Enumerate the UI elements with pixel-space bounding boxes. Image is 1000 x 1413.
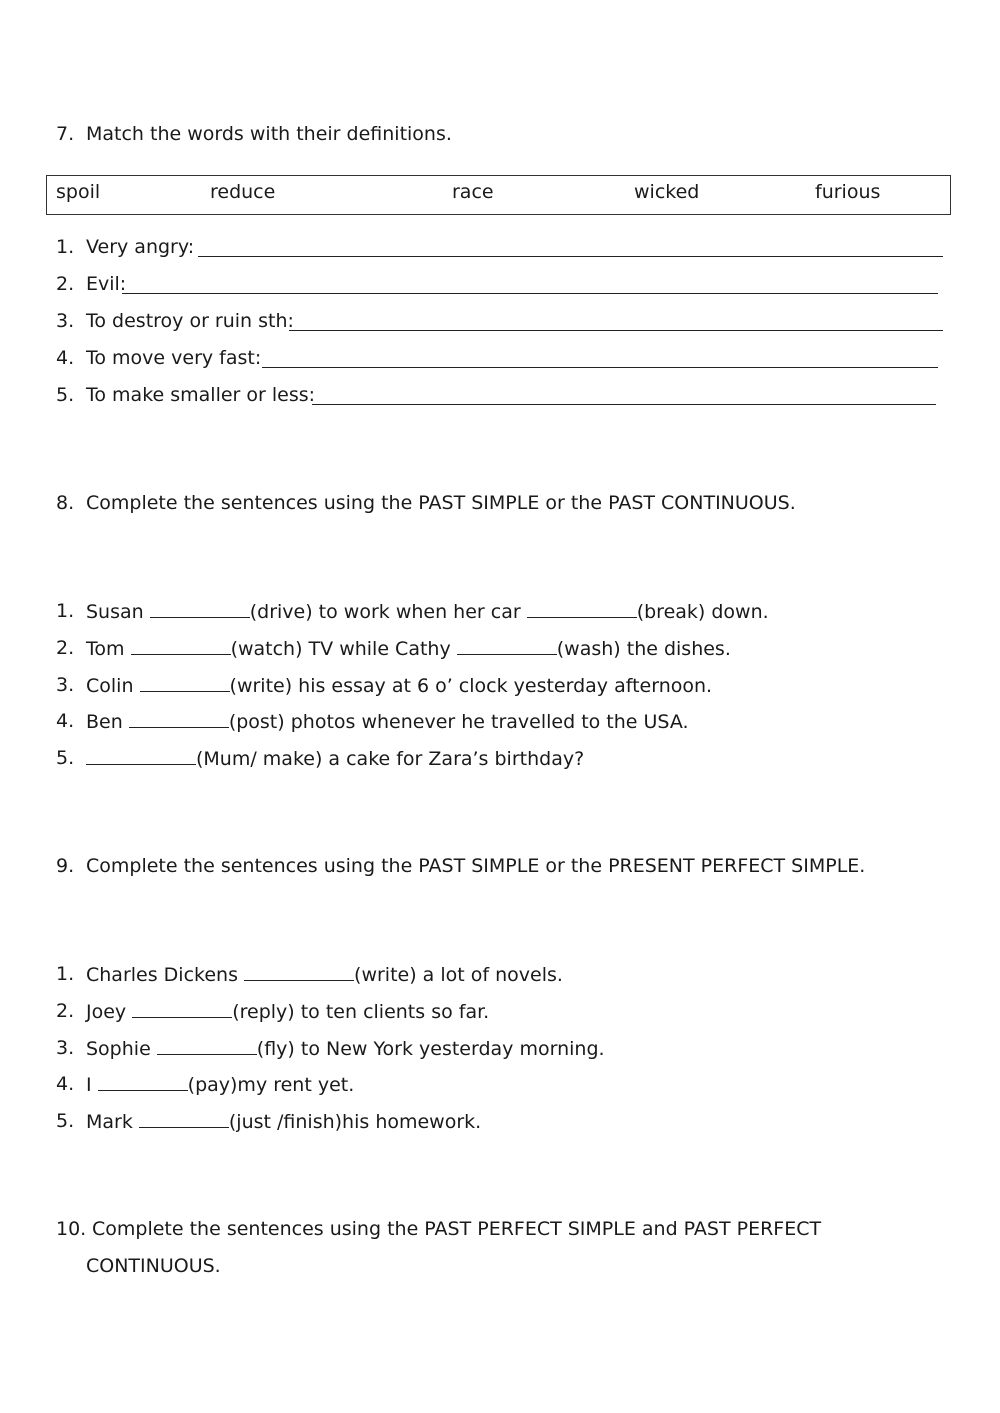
exercise-number: 3. <box>56 674 75 696</box>
blank-field[interactable] <box>129 709 229 728</box>
word-bank-item: race <box>452 181 494 203</box>
section-10-title-continued: CONTINUOUS. <box>86 1255 221 1277</box>
exercise-sentence: Colin (write) his essay at 6 o’ clock yesterday afternoon. <box>86 675 713 697</box>
definition-text: To destroy or ruin sth: <box>86 310 294 332</box>
blank-field[interactable] <box>139 1109 229 1128</box>
answer-line[interactable] <box>198 256 943 257</box>
definition-number: 1. <box>56 236 75 258</box>
exercise-number: 2. <box>56 1000 75 1022</box>
blank-field[interactable] <box>157 1036 257 1055</box>
section-9-number: 9. <box>56 855 75 877</box>
exercise-number: 4. <box>56 1073 75 1095</box>
word-bank <box>46 175 951 215</box>
blank-field[interactable] <box>86 746 196 765</box>
definition-number: 2. <box>56 273 75 295</box>
exercise-sentence: Joey (reply) to ten clients so far. <box>86 1001 490 1023</box>
definition-number: 5. <box>56 384 75 406</box>
definition-text: Evil: <box>86 273 127 295</box>
section-10-title: Complete the sentences using the PAST PERFECT SIMPLE and PAST PERFECT <box>92 1218 822 1240</box>
blank-field[interactable] <box>244 962 354 981</box>
blank-field[interactable] <box>132 999 232 1018</box>
word-bank-item: spoil <box>56 181 101 203</box>
exercise-number: 1. <box>56 600 75 622</box>
exercise-number: 3. <box>56 1037 75 1059</box>
word-bank-item: reduce <box>210 181 276 203</box>
exercise-number: 5. <box>56 747 75 769</box>
exercise-sentence: Ben (post) photos whenever he travelled to the USA. <box>86 711 689 733</box>
exercise-number: 4. <box>56 710 75 732</box>
word-bank-item: wicked <box>634 181 700 203</box>
section-7-number: 7. <box>56 123 75 145</box>
exercise-sentence: Mark (just /finish)his homework. <box>86 1111 482 1133</box>
section-7-title: Match the words with their definitions. <box>86 123 452 145</box>
blank-field[interactable] <box>150 599 250 618</box>
exercise-number: 2. <box>56 637 75 659</box>
answer-line[interactable] <box>312 404 936 405</box>
section-8-title: Complete the sentences using the PAST SIMPLE or the PAST CONTINUOUS. <box>86 492 796 514</box>
definition-number: 4. <box>56 347 75 369</box>
blank-field[interactable] <box>140 673 230 692</box>
blank-field[interactable] <box>131 636 231 655</box>
exercise-number: 1. <box>56 963 75 985</box>
blank-field[interactable] <box>527 599 637 618</box>
answer-line[interactable] <box>262 367 938 368</box>
section-10-number: 10. <box>56 1218 87 1240</box>
section-9-title: Complete the sentences using the PAST SIMPLE or the PRESENT PERFECT SIMPLE. <box>86 855 866 877</box>
definition-text: To move very fast: <box>86 347 262 369</box>
blank-field[interactable] <box>98 1072 188 1091</box>
exercise-sentence: Susan (drive) to work when her car (break) down. <box>86 601 769 623</box>
exercise-sentence: (Mum/ make) a cake for Zara’s birthday? <box>86 746 584 771</box>
word-bank-item: furious <box>815 181 881 203</box>
exercise-number: 5. <box>56 1110 75 1132</box>
exercise-sentence: Tom (watch) TV while Cathy (wash) the dishes. <box>86 638 731 660</box>
answer-line[interactable] <box>122 293 938 294</box>
definition-text: Very angry: <box>86 236 195 258</box>
answer-line[interactable] <box>289 330 943 331</box>
definition-text: To make smaller or less: <box>86 384 316 406</box>
blank-field[interactable] <box>457 636 557 655</box>
exercise-sentence: Sophie (fly) to New York yesterday morning. <box>86 1038 605 1060</box>
exercise-sentence: I (pay)my rent yet. <box>86 1074 355 1096</box>
exercise-sentence: Charles Dickens (write) a lot of novels. <box>86 964 563 986</box>
section-8-number: 8. <box>56 492 75 514</box>
definition-number: 3. <box>56 310 75 332</box>
